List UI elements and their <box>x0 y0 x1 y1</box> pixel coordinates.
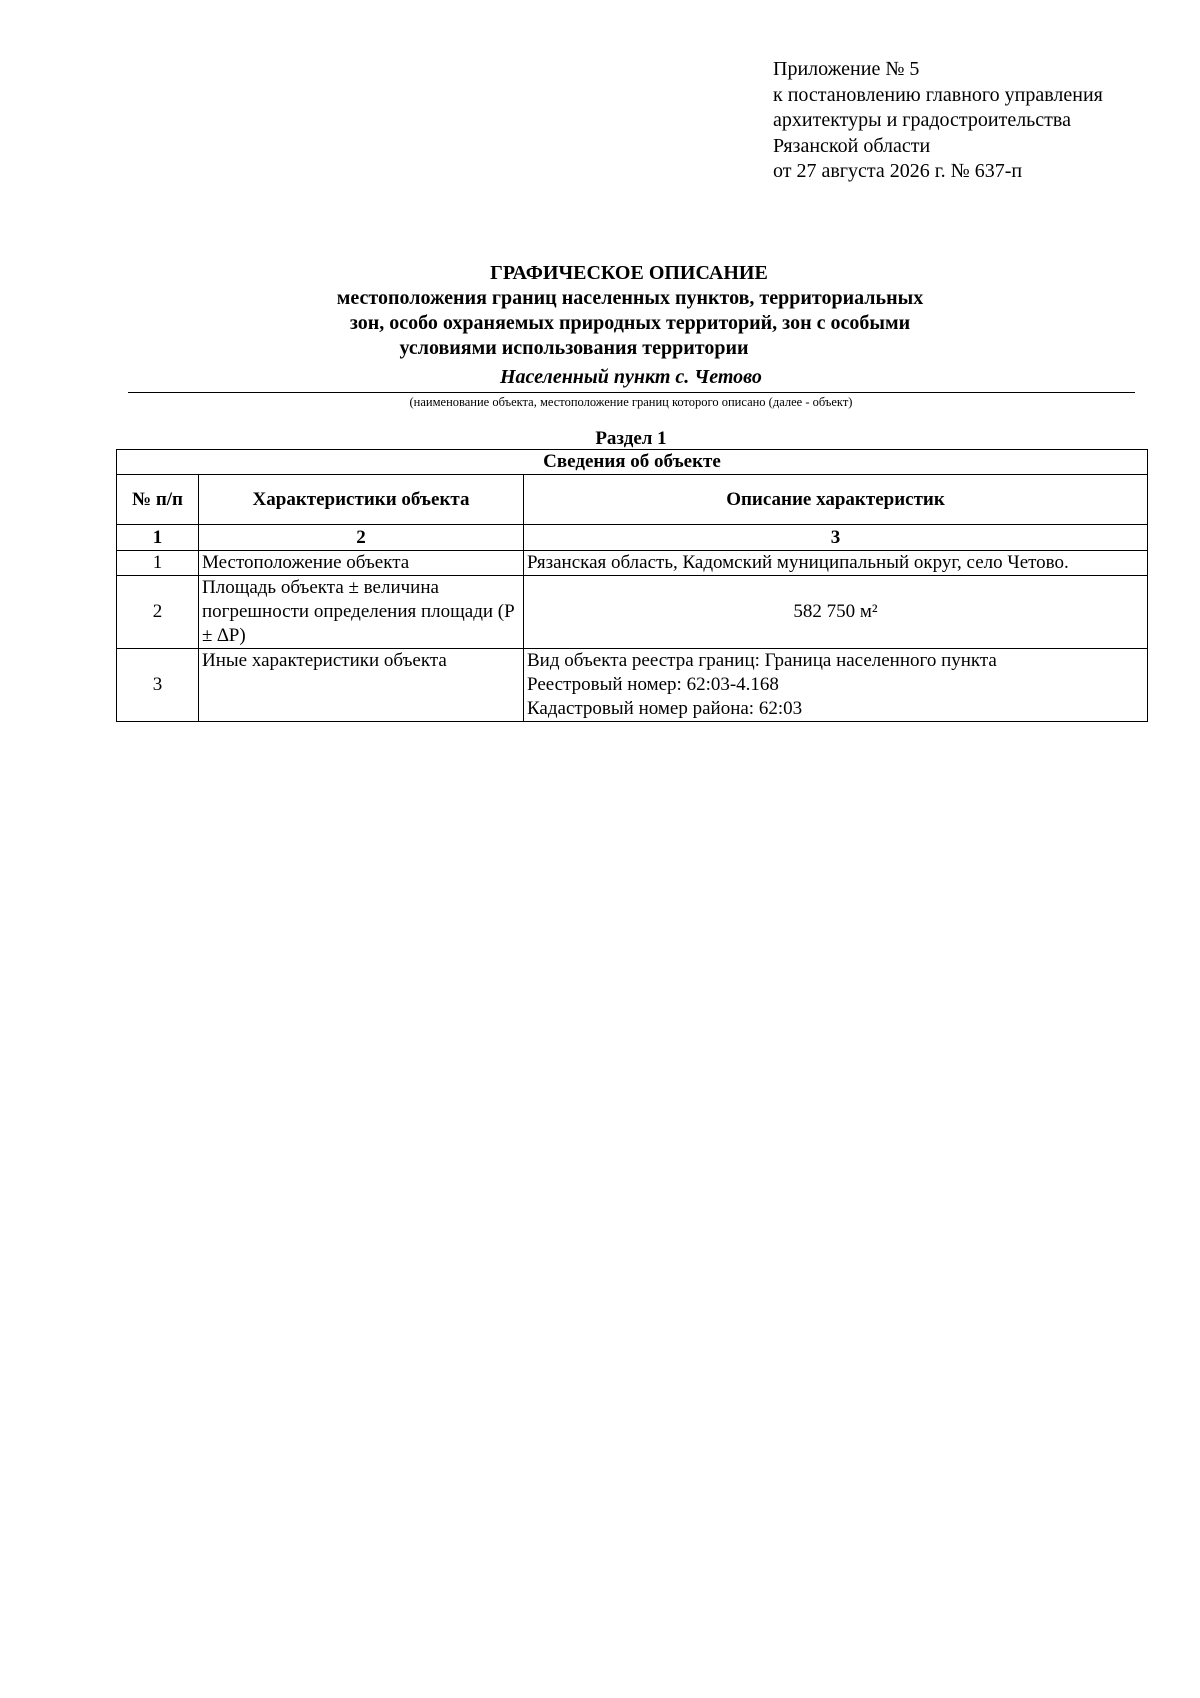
description-line: Кадастровый номер района: 62:03 <box>527 698 803 719</box>
table-row <box>117 576 1148 649</box>
row-description <box>524 649 1148 722</box>
object-info-table <box>116 449 1148 722</box>
column-number: 1 <box>117 525 199 551</box>
title-main: ГРАФИЧЕСКОЕ ОПИСАНИЕ <box>490 262 768 284</box>
appendix-ref-line: Рязанской области <box>773 134 931 157</box>
description-line: Вид объекта реестра границ: Граница населенного пункта <box>527 650 997 671</box>
row-characteristic: Местоположение объекта <box>199 551 524 576</box>
object-name: Населенный пункт с. Четово <box>500 366 762 388</box>
title-line: условиями использования территории <box>399 337 749 359</box>
description-line: Реестровый номер: 62:03-4.168 <box>527 674 779 695</box>
row-characteristic: Площадь объекта ± величина погрешности определения площади (P ± ∆P) <box>199 576 524 649</box>
header-num: № п/п <box>117 475 199 525</box>
column-number: 2 <box>199 525 524 551</box>
appendix-number: Приложение № 5 <box>773 58 920 80</box>
row-description: 582 750 м² <box>524 576 1148 649</box>
appendix-ref-line: к постановлению главного управления <box>773 83 1103 106</box>
document-title <box>0 261 1200 361</box>
table-title-row <box>117 450 1148 475</box>
column-number: 3 <box>524 525 1148 551</box>
row-characteristic: Иные характеристики объекта <box>199 649 524 722</box>
row-num: 2 <box>117 576 199 649</box>
appendix-ref-line: архитектуры и градостроительства <box>773 109 1071 131</box>
appendix-header <box>773 57 1103 185</box>
row-num: 3 <box>117 649 199 722</box>
table-title: Сведения об объекте <box>117 450 1148 475</box>
title-line: местоположения границ населенных пунктов, территориальных <box>336 287 924 309</box>
row-description: Рязанская область, Кадомский муниципальный округ, село Четово. <box>524 551 1148 576</box>
table-row <box>117 551 1148 576</box>
header-characteristics: Характеристики объекта <box>199 475 524 525</box>
column-number-row <box>117 525 1148 551</box>
header-description: Описание характеристик <box>524 475 1148 525</box>
title-line: зон, особо охраняемых природных территорий, зон с особыми <box>349 312 911 334</box>
section-title: Раздел 1 <box>595 428 667 449</box>
appendix-date: от 27 августа 2026 г. № 637-п <box>773 160 1023 182</box>
underline-rule <box>128 392 1135 393</box>
table-row <box>117 649 1148 722</box>
row-num: 1 <box>117 551 199 576</box>
object-caption: (наименование объекта, местоположение границ которого описано (далее - объект) <box>409 395 853 409</box>
table-header-row <box>117 475 1148 525</box>
